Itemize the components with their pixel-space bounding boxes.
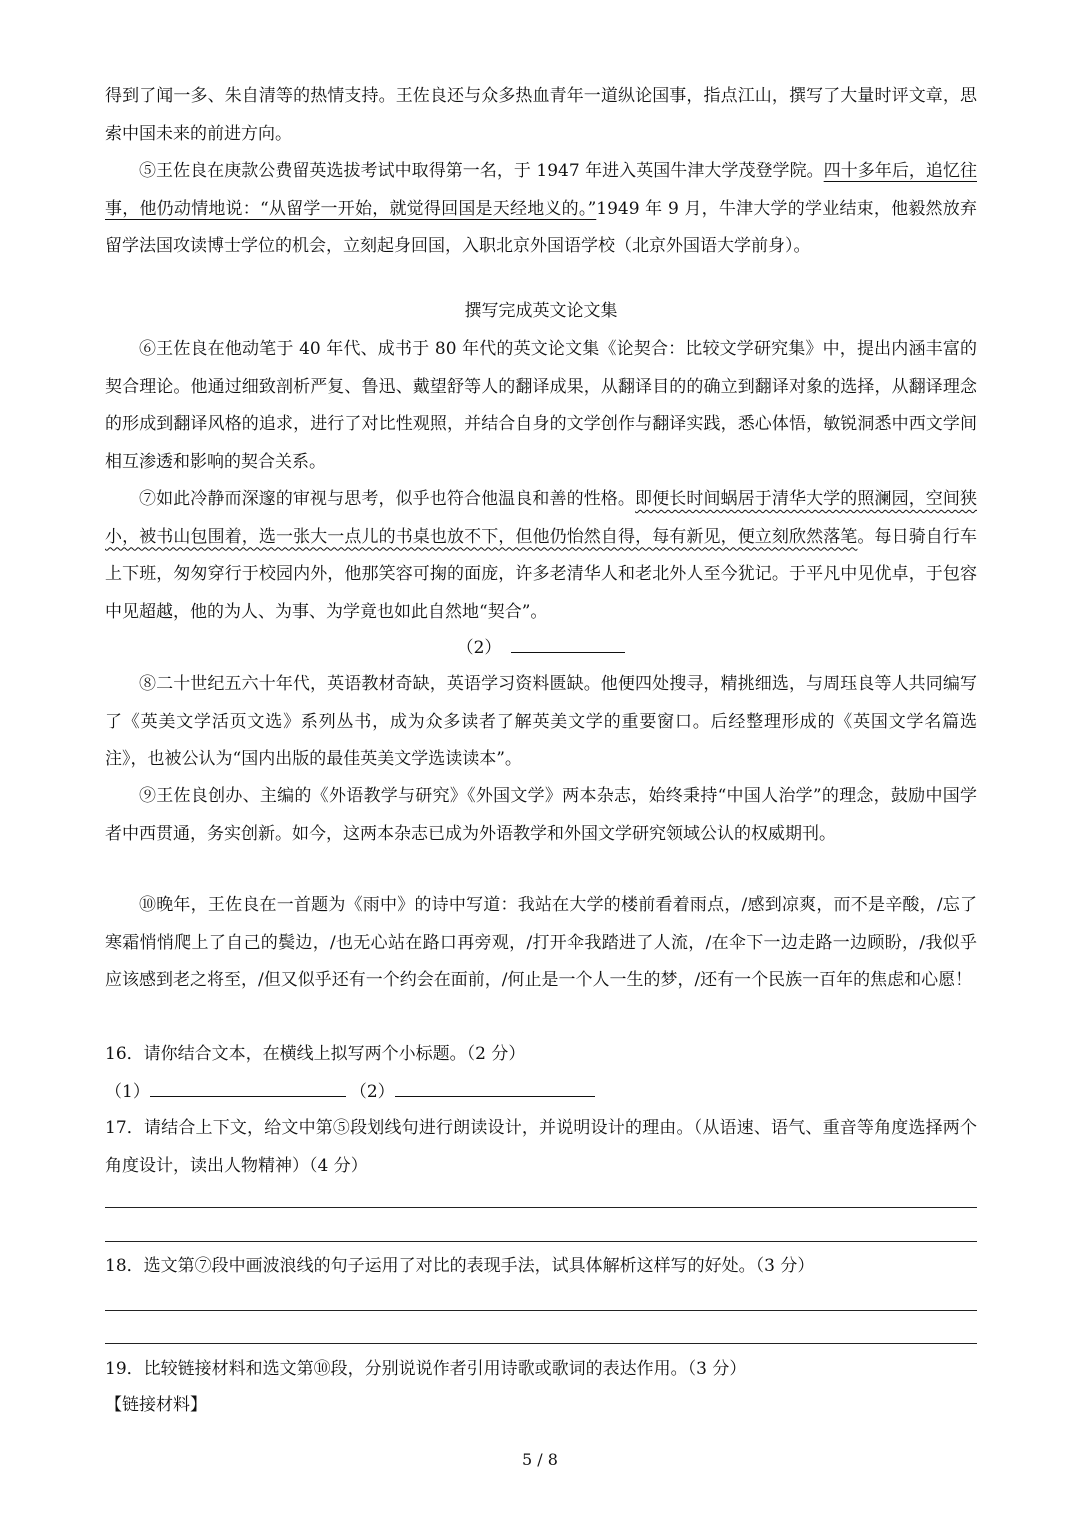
q17-answer-line-2[interactable] [105, 1241, 977, 1242]
q16-answer-line-2[interactable] [395, 1076, 595, 1097]
paragraph-8: ⑧二十世纪五六十年代，英语教材奇缺，英语学习资料匮缺。他便四处搜寻，精挑细选，与周珏良等人共同编写了《英美文学活页文选》系列丛书，成为众多读者了解英美文学的重要窗口。后经整理形成的《英国文学名篇选注》，也被公认为“国内出版的最佳英美文学选读读本”。 [105, 674, 977, 769]
p5-text-before: ⑤王佐良在庚款公费留英选拔考试中取得第一名，于 1947 年进入英国牛津大学茂登学院。 [139, 161, 824, 181]
p7-text-after: 。每日骑自行车上下班，匆匆穿行于校园内外，他那笑容可掬的面庞，许多老清华人和老北外人至今犹记。于平凡中见优卓，于包容中见超越，他的为人、为事、为学竟也如此自然地“契合”。 [105, 526, 978, 622]
p5-text-after: 1949 年 9 月，牛津大学的学业结束，他毅然放弃留学法国攻读博士学位的机会，立刻起身回国，入职北京外国语学校（北京外国语大学前身）。 [105, 198, 977, 256]
q16-answer-line-1[interactable] [150, 1076, 346, 1097]
paragraph-7 [105, 481, 977, 631]
question-16-answers [105, 1074, 977, 1112]
p7-wavy-sentence: 即便长时间蜗居于清华大学的照澜园，空间狭小，被书山包围着，选一张大一点儿的书桌也放不下，但他仍怡然自得，每有新见，便立刻欣然落笔 [105, 489, 978, 547]
subtitle-english-essays: 撰写完成英文论文集 [464, 301, 618, 321]
subtitle-2-blank [105, 630, 977, 668]
paragraph-10: ⑩晚年，王佐良在一首题为《雨中》的诗中写道：我站在大学的楼前看着雨点，/感到凉爽，而不是辛酸，/忘了寒霜悄悄爬上了自己的鬓边，/也无心站在路口再旁观，/打开伞我踏进了人流，/在伞下一边走路一边顾盼，/我似乎应该感到老之将至，/但又似乎还有一个约会在面前，/何止是一个人一生的梦，/还有一个民族一百年的焦虑和心愿！ [105, 895, 977, 990]
q18-answer-line-1[interactable] [105, 1310, 977, 1311]
subtitle-2-label: （2） [456, 638, 502, 658]
question-17: 17．请结合上下文，给文中第⑤段划线句进行朗读设计，并说明设计的理由。（从语速、语气、重音等角度选择两个角度设计，读出人物精神）（4 分） [105, 1118, 977, 1176]
paragraph-6: ⑥王佐良在他动笔于 40 年代、成书于 80 年代的英文论文集《论契合：比较文学研究集》中，提出内涵丰富的契合理论。他通过细致剖析严复、鲁迅、戴望舒等人的翻译成果，从翻译目的的确立到翻译对象的选择，从翻译理念的形成到翻译风格的追求，进行了对比性观照，并结合自身的文学创作与翻译实践，悉心体悟，敏锐洞悉中西文学间相互渗透和影响的契合关系。 [105, 339, 977, 472]
p5-underlined-sentence: 四十多年后，追忆往事，他仍动情地说：“从留学一开始，就觉得回国是天经地义的。” [105, 161, 977, 219]
q16-label-1: （1） [105, 1082, 150, 1102]
paragraph-intro: 得到了闻一多、朱自清等的热情支持。王佐良还与众多热血青年一道纵论国事，指点江山，撰写了大量时评文章，思索中国未来的前进方向。 [105, 86, 977, 144]
link-material-heading: 【链接材料】 [105, 1395, 207, 1415]
question-18: 18．选文第⑦段中画波浪线的句子运用了对比的表现手法，试具体解析这样写的好处。（3 分） [105, 1256, 815, 1276]
paragraph-5 [105, 153, 977, 266]
question-16: 16．请你结合文本，在横线上拟写两个小标题。（2 分） [105, 1044, 526, 1064]
page-number: 5 / 8 [522, 1450, 558, 1469]
q17-answer-line-1[interactable] [105, 1207, 977, 1208]
q18-answer-line-2[interactable] [105, 1343, 977, 1344]
q16-label-2: （2） [349, 1082, 395, 1102]
question-19: 19．比较链接材料和选文第⑩段，分别说说作者引用诗歌或歌词的表达作用。（3 分） [105, 1359, 747, 1379]
subtitle-2-answer-line[interactable] [511, 632, 625, 653]
paragraph-9: ⑨王佐良创办、主编的《外语教学与研究》《外国文学》两本杂志，始终秉持“中国人治学”的理念，鼓励中国学者中西贯通，务实创新。如今，这两本杂志已成为外语教学和外国文学研究领域公认的权威期刊。 [105, 786, 977, 844]
p7-text-before: ⑦如此冷静而深邃的审视与思考，似乎也符合他温良和善的性格。 [139, 489, 636, 509]
